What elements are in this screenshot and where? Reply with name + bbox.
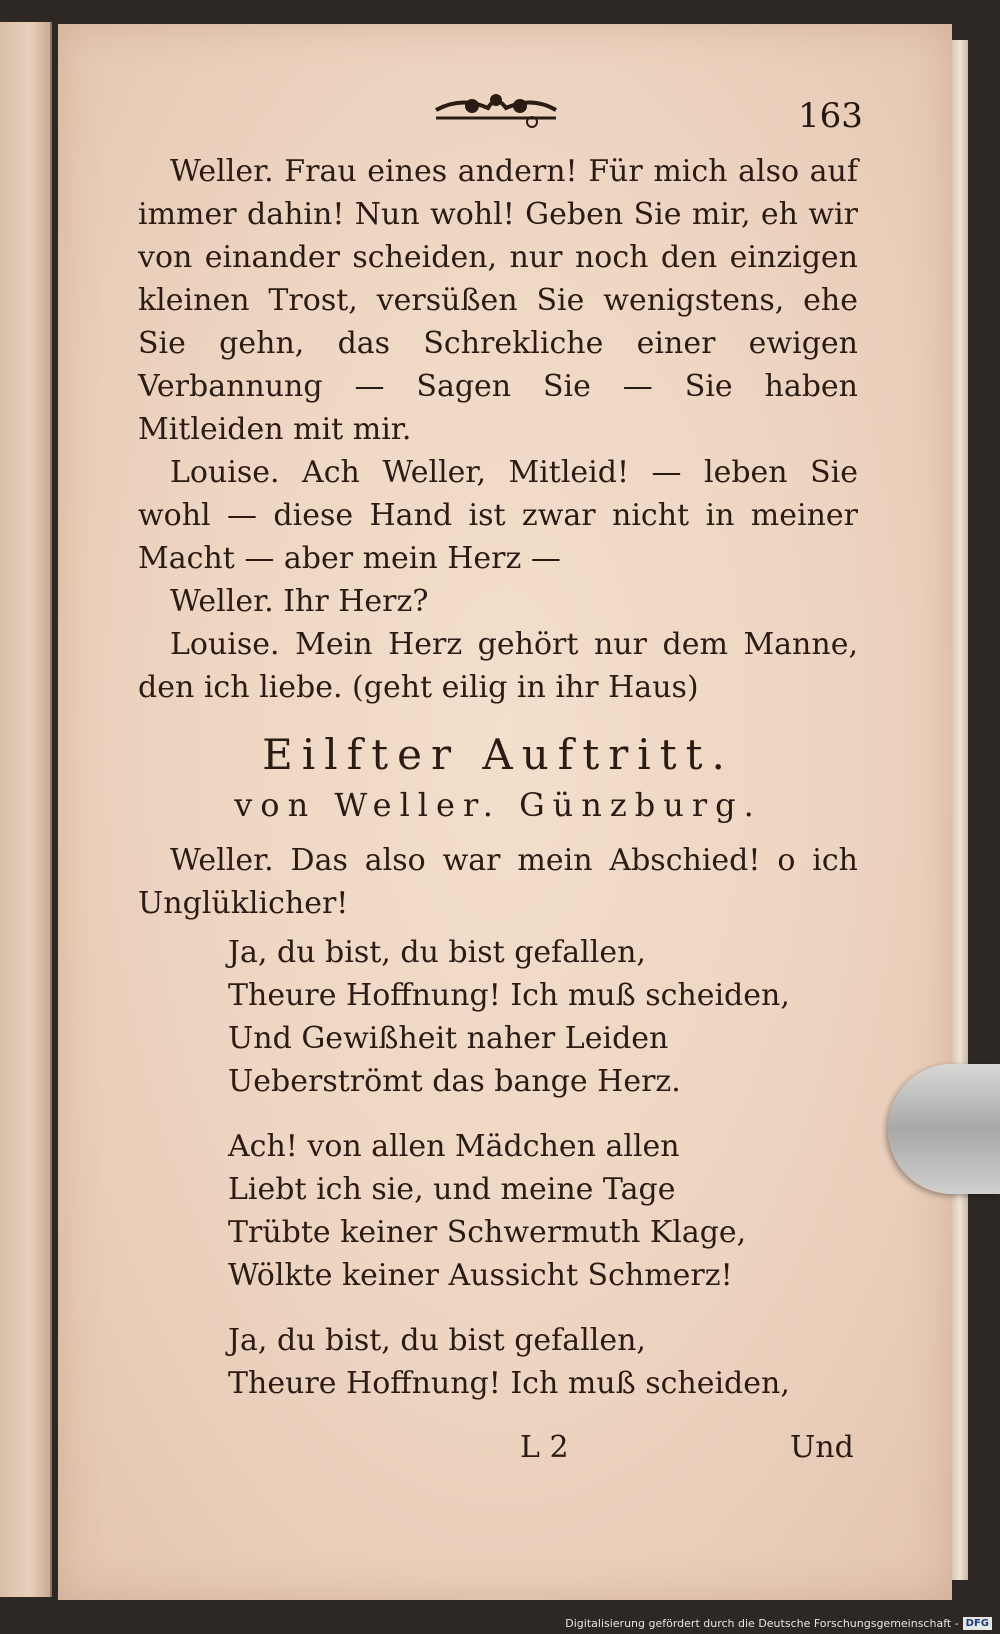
verse-line: Theure Hoffnung! Ich muß scheiden, <box>228 1366 790 1401</box>
verse-line: Und Gewißheit naher Leiden <box>228 1021 669 1056</box>
page-text <box>138 150 858 1427</box>
page-stack-edge <box>952 40 968 1580</box>
verse-stanza-3 <box>228 1319 858 1405</box>
dialogue-weller-2: Weller. Ihr Herz? <box>170 584 429 619</box>
verse-stanza-1 <box>228 931 858 1103</box>
catchword: Und <box>790 1430 854 1465</box>
verse-line: Trübte keiner Schwermuth Klage, <box>228 1215 747 1250</box>
verse-line: Ueberströmt das bange Herz. <box>228 1064 681 1099</box>
verse-line: Wölkte keiner Aussicht Schmerz! <box>228 1258 733 1293</box>
dialogue-weller-1: Weller. Frau eines andern! Für mich also auf immer dahin! Nun wohl! Geben Sie mir, eh wir von einander scheiden, nur noch den einzigen kleinen Trost, versüßen Sie wenigstens, ehe Sie gehn, das Schrekliche einer ewigen Verbannung — Sagen Sie — Sie haben Mitleiden mit mir. <box>138 154 858 447</box>
dialogue-weller-3: Weller. Das also war mein Abschied! o ich Unglüklicher! <box>138 843 858 921</box>
dialogue-louise-1: Louise. Ach Weller, Mitleid! — leben Sie wohl — diese Hand ist zwar nicht in meiner Macht — aber mein Herz — <box>138 455 858 576</box>
scene-heading: Eilfter Auftritt. <box>262 730 734 779</box>
digitization-credit <box>565 1617 992 1630</box>
facing-page-edge <box>0 22 52 1597</box>
page-number: 163 <box>798 96 863 136</box>
verse-line: Ach! von allen Mädchen allen <box>228 1129 680 1164</box>
verse-line: Ja, du bist, du bist gefallen, <box>228 935 646 970</box>
verse-stanza-2 <box>228 1125 858 1297</box>
verse-line: Liebt ich sie, und meine Tage <box>228 1172 676 1207</box>
verse-line: Ja, du bist, du bist gefallen, <box>228 1323 646 1358</box>
dialogue-louise-2: Louise. Mein Herz gehört nur dem Manne, den ich liebe. (geht eilig in ihr Haus) <box>138 627 858 705</box>
signature-mark: L 2 <box>520 1430 569 1465</box>
credit-text: Digitalisierung gefördert durch die Deutsche Forschungsgemeinschaft - <box>565 1617 959 1630</box>
ornament-icon <box>432 88 560 130</box>
dfg-logo-icon: DFG <box>963 1617 992 1630</box>
verse-line: Theure Hoffnung! Ich muß scheiden, <box>228 978 790 1013</box>
scene-characters: von Weller. Günzburg. <box>234 786 762 824</box>
